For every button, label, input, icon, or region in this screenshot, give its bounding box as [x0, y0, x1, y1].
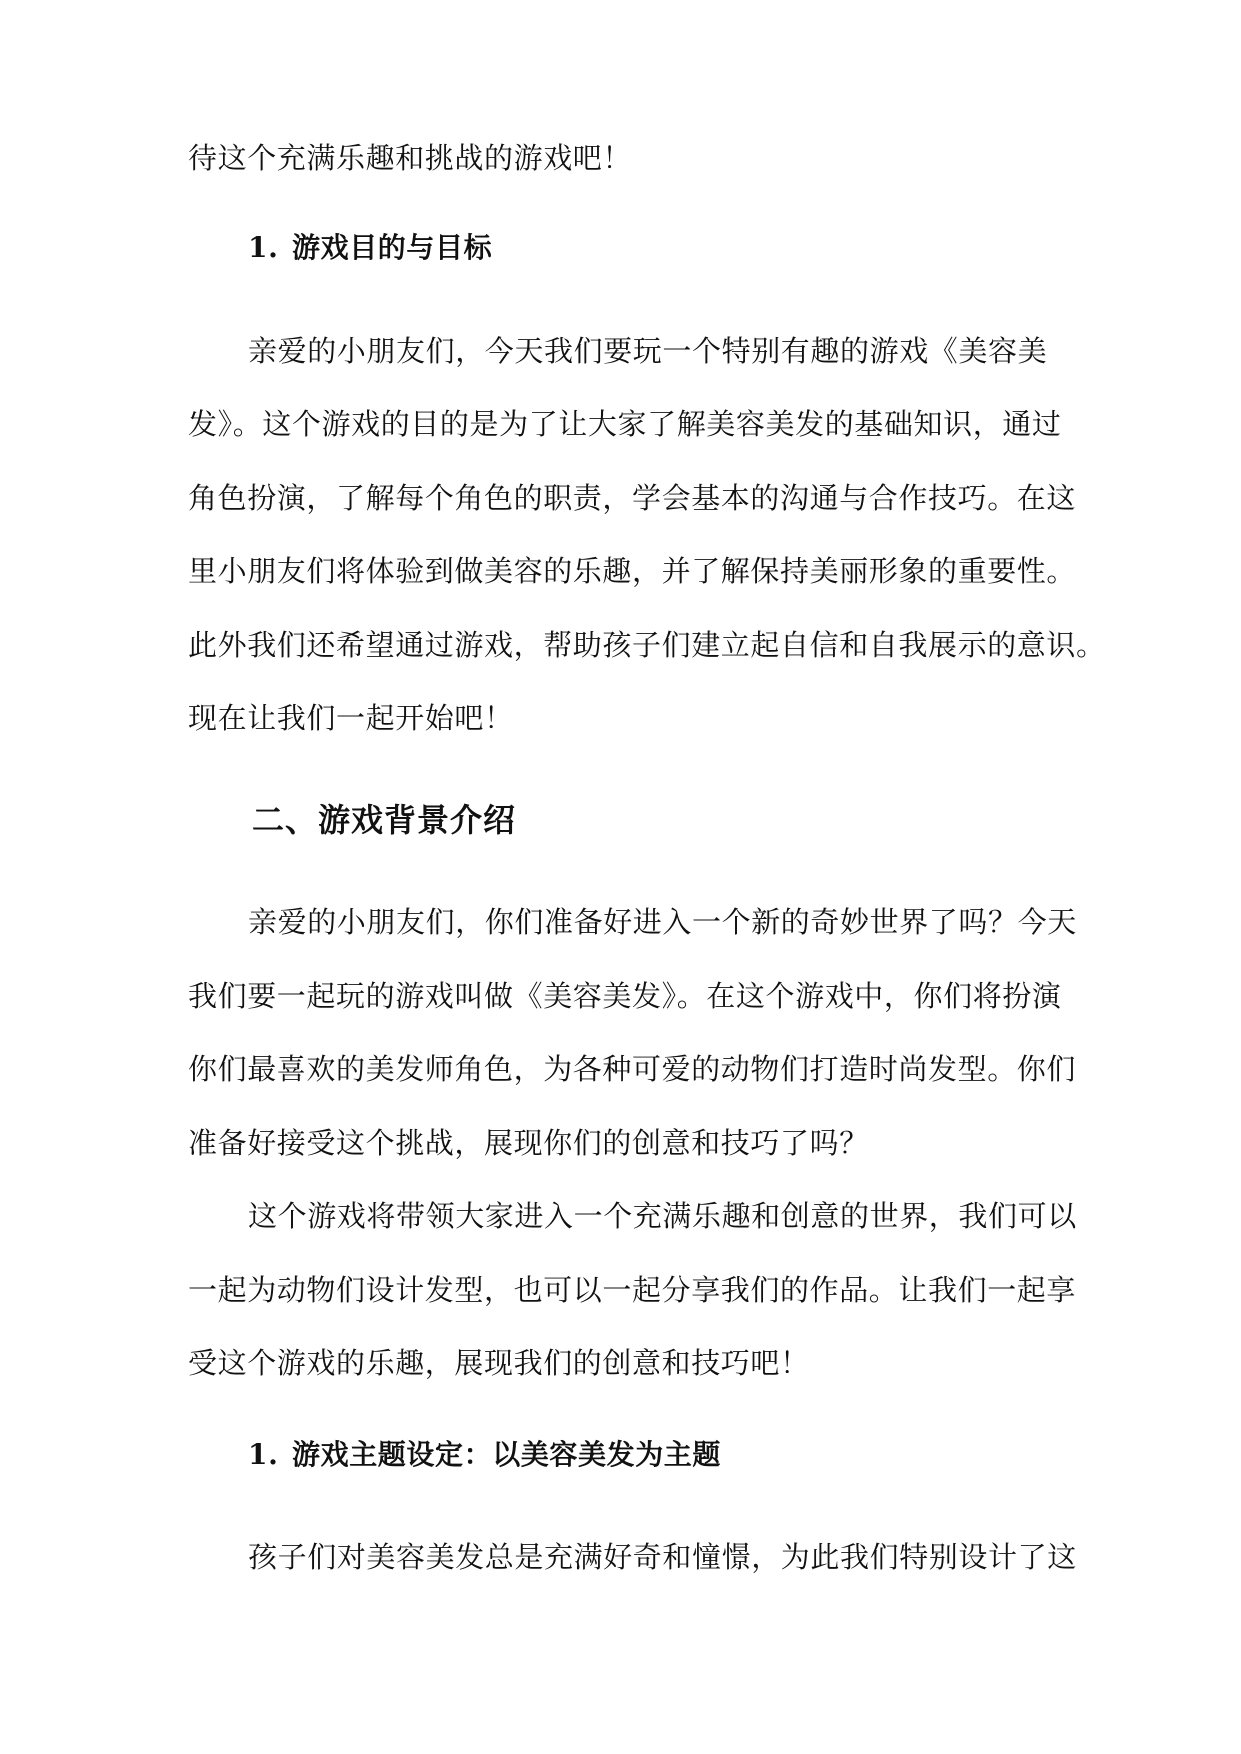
paragraph-line: 角色扮演，了解每个角色的职责，学会基本的沟通与合作技巧。在这: [188, 481, 1077, 515]
section-heading: 二、游戏背景介绍: [252, 801, 517, 839]
subheading-text: 游戏目的与目标: [292, 231, 493, 264]
paragraph-line: 受这个游戏的乐趣，展现我们的创意和技巧吧！: [188, 1346, 810, 1380]
paragraph-line: 里小朋友们将体验到做美容的乐趣，并了解保持美丽形象的重要性。: [188, 554, 1077, 588]
paragraph-line: 亲爱的小朋友们，你们准备好进入一个新的奇妙世界了吗？今天: [248, 905, 1077, 939]
paragraph-line: 准备好接受这个挑战，展现你们的创意和技巧了吗？: [188, 1126, 869, 1160]
subheading-goals: [248, 228, 492, 268]
paragraph-line: 此外我们还希望通过游戏，帮助孩子们建立起自信和自我展示的意识。: [188, 628, 1106, 662]
paragraph-line: 我们要一起玩的游戏叫做《美容美发》。在这个游戏中，你们将扮演: [188, 979, 1062, 1013]
paragraph-line: 这个游戏将带领大家进入一个充满乐趣和创意的世界，我们可以: [248, 1199, 1077, 1233]
paragraph-line: 待这个充满乐趣和挑战的游戏吧！: [188, 141, 633, 175]
paragraph-line: 你们最喜欢的美发师角色，为各种可爱的动物们打造时尚发型。你们: [188, 1052, 1077, 1086]
paragraph-line: 发》。这个游戏的目的是为了让大家了解美容美发的基础知识，通过: [188, 407, 1062, 441]
paragraph-line: 现在让我们一起开始吧！: [188, 701, 514, 735]
paragraph-line: 孩子们对美容美发总是充满好奇和憧憬，为此我们特别设计了这: [248, 1540, 1077, 1574]
subheading-text: 游戏主题设定：以美容美发为主题: [292, 1438, 722, 1471]
paragraph-line: 亲爱的小朋友们，今天我们要玩一个特别有趣的游戏《美容美: [248, 334, 1048, 368]
paragraph-line: 一起为动物们设计发型，也可以一起分享我们的作品。让我们一起享: [188, 1273, 1077, 1307]
subheading-number: 1.: [248, 1438, 279, 1471]
subheading-number: 1.: [248, 231, 279, 264]
subheading-theme: [248, 1435, 721, 1475]
